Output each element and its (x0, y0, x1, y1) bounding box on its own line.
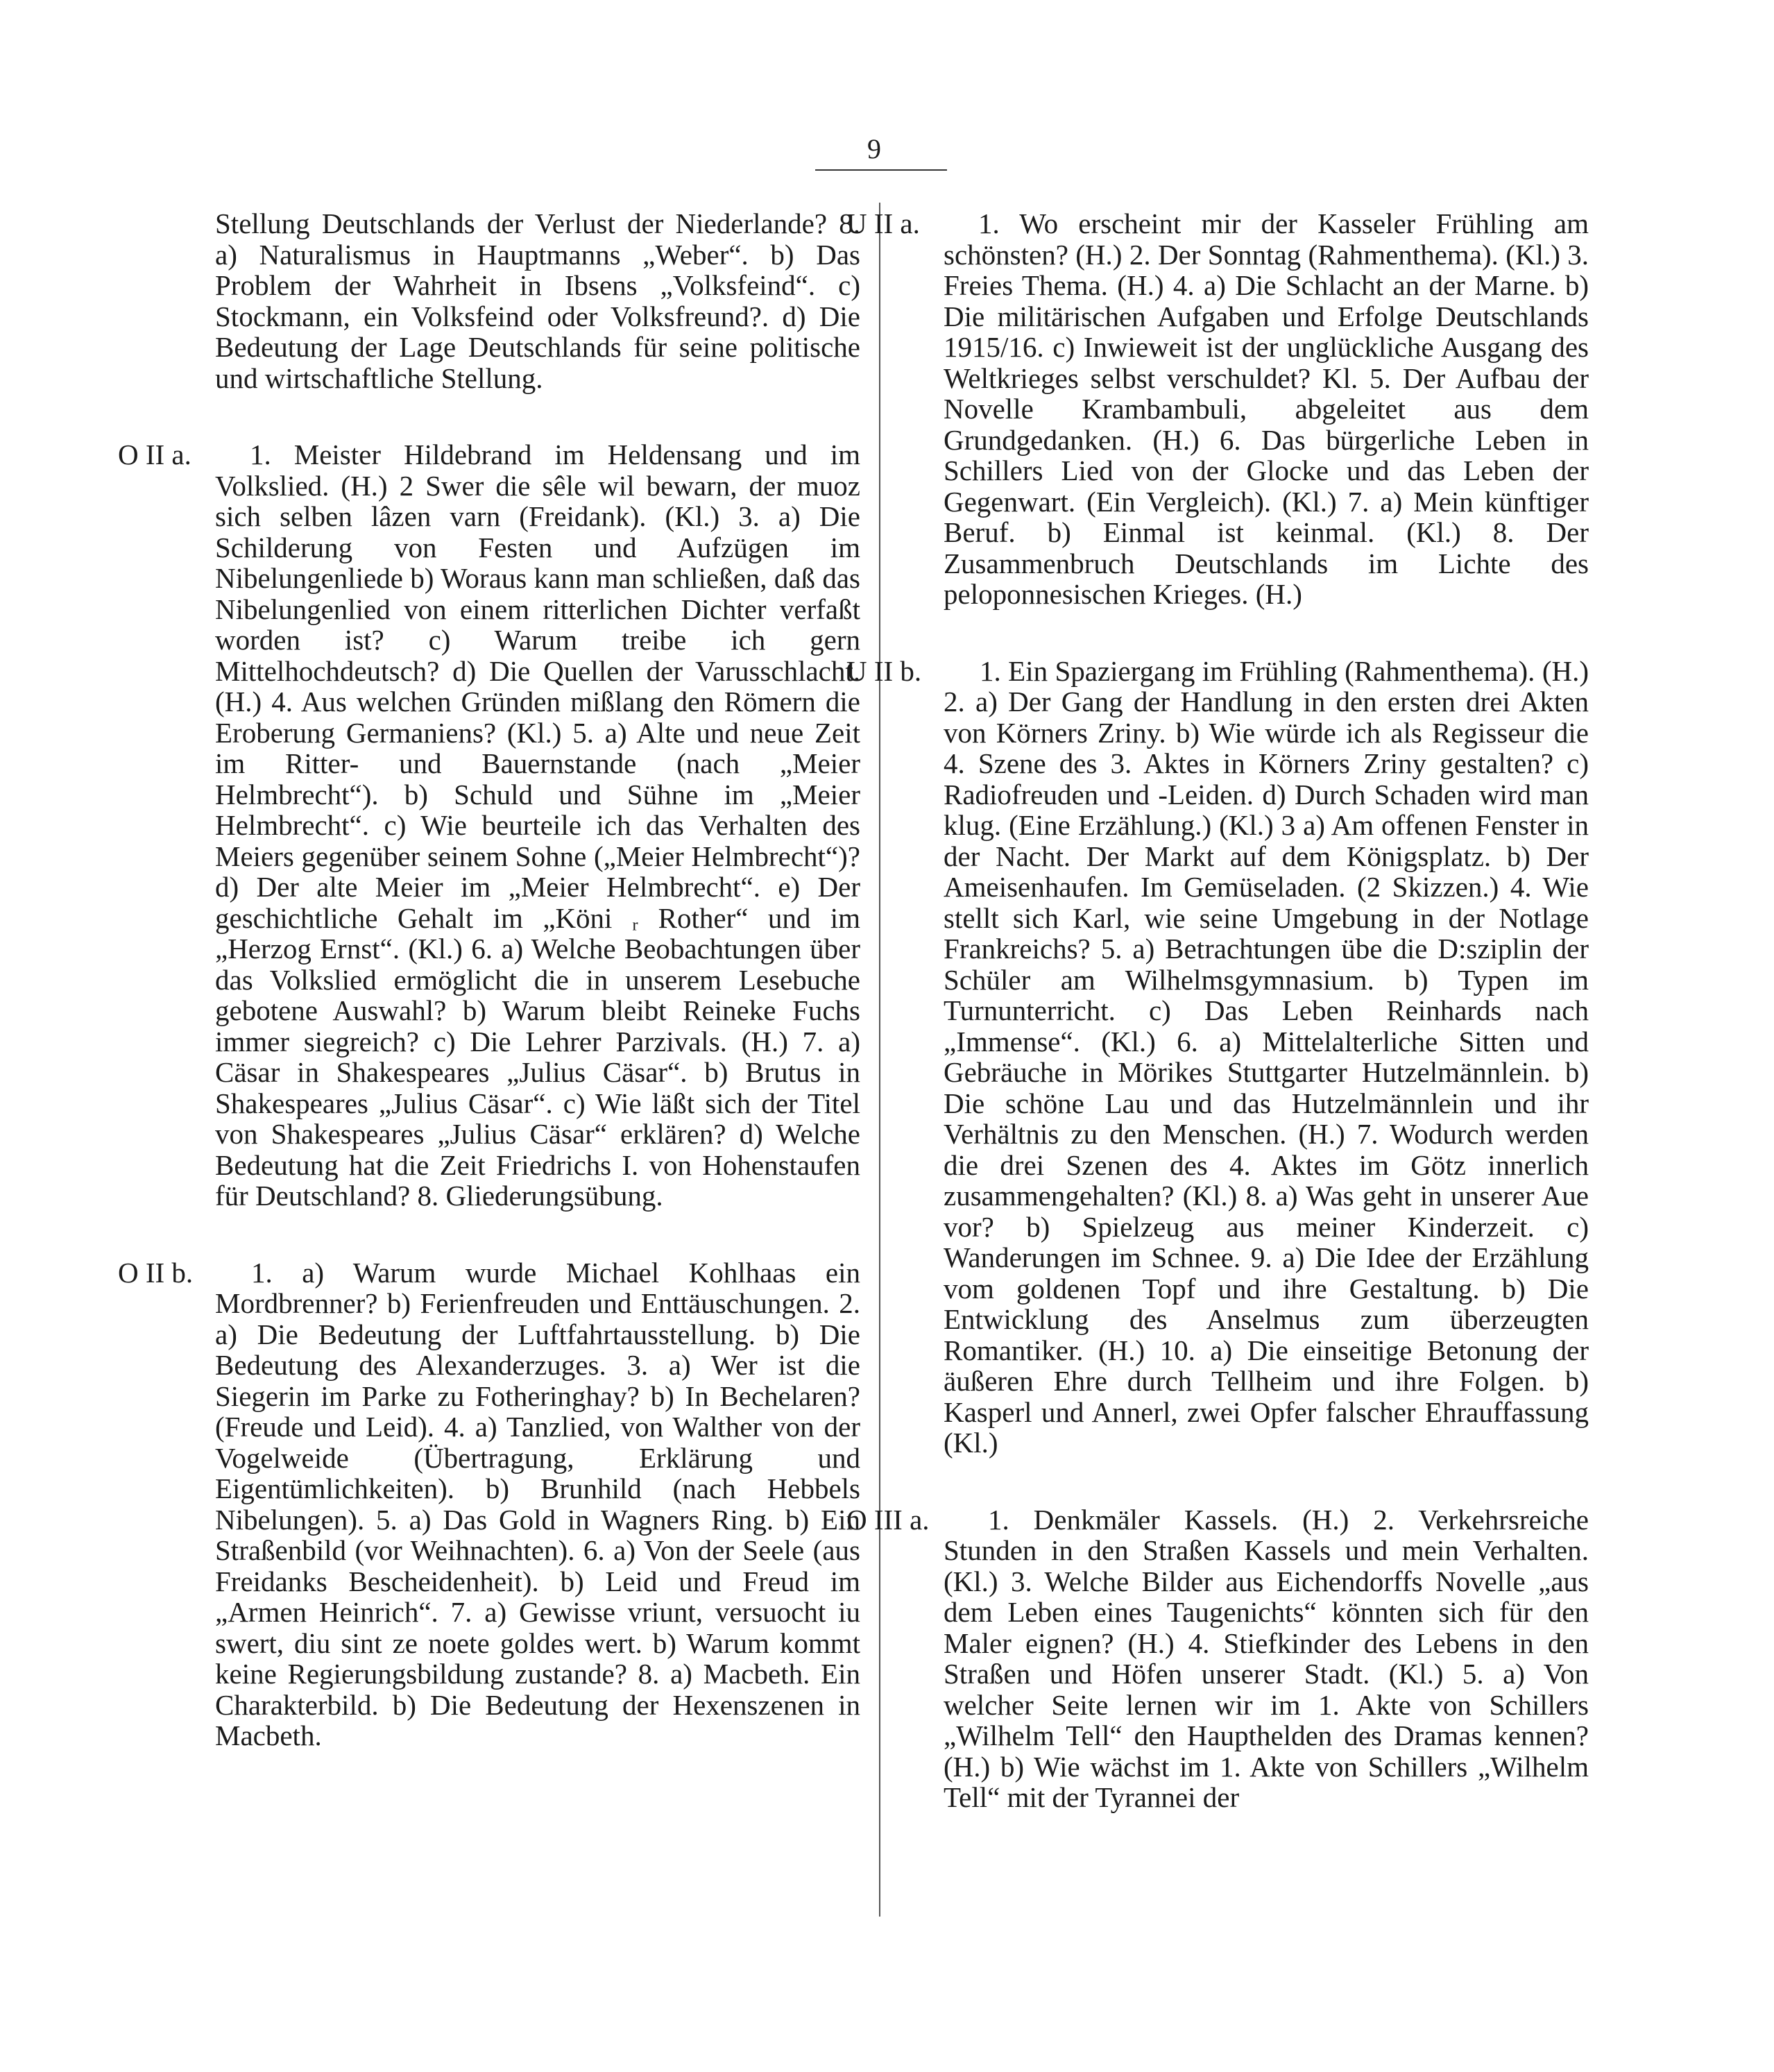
entry-text: 1. Meister Hildebrand im Heldensang und im Volkslied. (H.) 2 Swer die sêle wil bewarn, der muoz sich selben lâzen varn (Freidank). (Kl.) 3. a) Die Schilderung von Festen und Aufzügen im Nibelungenliede b) Woraus kann man schließen, daß das Nibelungenlied von einem ritterlichen Dichter verfaßt worden ist? c) Warum treibe ich gern Mittelhochdeutsch? d) Die Quellen der Varusschlacht. (H.) 4. Aus welchen Gründen mißlang den Römern die Eroberung Germaniens? (Kl.) 5. a) Alte und neue Zeit im Ritter- und Bauernstande (nach „Meier Helmbrecht“). b) Schuld und Sühne im „Meier Helmbrecht“. c) Wie beurteile ich das Verhalten des Meiers gegenüber seinem Sohne („Meier Helmbrecht“)? d) Der alte Meier im „Meier Helmbrecht“. e) Der geschichtliche Gehalt im „Köni ᵣ Rother“ und im „Herzog Ernst“. (Kl.) 6. a) Welche Beobachtungen über das Volkslied ermöglicht die in unserem Lesebuche gebotene Auswahl? b) Warum bleibt Reineke Fuchs immer siegreich? c) Die Lehrer Parzivals. (H.) 7. a) Cäsar in Shakespeares „Julius Cäsar“. b) Brutus in Shakespeares „Julius Cäsar“. c) Wie läßt sich der Titel von Shakespeares „Julius Cäsar“ erklären? d) Welche Bedeutung hat die Zeit Friedrichs I. von Hohenstaufen für Deutschland? 8. Gliederungsübung. (215, 439, 860, 1212)
entry-text: Stellung Deutschlands der Verlust der Niederlande? 8. a) Naturalismus in Hauptmanns „Weber“. b) Das Problem der Wahrheit in Ibsens „Volksfeind“. c) Stockmann, ein Volksfeind oder Volksfreund?. d) Die Bedeutung der Lage Deutschlands für seine politische und wirtschaftliche Stellung. (215, 207, 860, 394)
page-number-rule (815, 169, 947, 171)
class-label: O II a. (118, 439, 191, 470)
entry-text: 1. a) Warum wurde Michael Kohlhaas ein Mordbrenner? b) Ferienfreuden und Enttäuschungen. 2. a) Die Bedeutung der Luftfahrtausstellung. b) Die Bedeutung des Alexanderzuges. 3. a) Wer ist die Siegerin im Parke zu Fotheringhay? b) In Bechelaren? (Freude und Leid). 4. a) Tanzlied, von Walther von der Vogelweide (Übertragung, Erklärung und Eigentümlichkeiten). b) Brunhild (nach Hebbels Nibelungen). 5. a) Das Gold in Wagners Ring. b) Ein Straßenbild (vor Weihnachten). 6. a) Von der Seele (aus Freidanks Bescheidenheit). b) Leid und Freud im „Armen Heinrich“. 7. a) Gewisse vriunt, versuocht iu swert, diu sint ze noete goldes wert. b) Warum kommt keine Regierungsbildung zustande? 8. a) Macbeth. Ein Charakterbild. b) Die Bedeutung der Hexenszenen in Macbeth. (215, 1256, 860, 1751)
class-label: O III a. (846, 1503, 930, 1536)
entry-o-ii-b (118, 1256, 860, 1751)
entry-text: 1. Ein Spaziergang im Frühling (Rahmenthema). (H.) 2. a) Der Gang der Handlung in den ersten drei Akten von Körners Zriny. b) Wie würde ich als Regisseur die 4. Szene des 3. Aktes in Körners Zriny gestalten? c) Radiofreuden und -Leiden. d) Durch Schaden wird man klug. (Eine Erzählung.) (Kl.) 3 a) Am offenen Fenster in der Nacht. Der Markt auf dem Königsplatz. b) Der Ameisenhaufen. Im Gemüseladen. (2 Skizzen.) 4. Wie stellt sich Karl, wie seine Umgebung in der Notlage Frankreichs? 5. a) Betrachtungen übe die D:sziplin der Schüler am Wilhelmsgymnasium. b) Typen im Turnunterricht. c) Das Leben Reinhards nach „Immense“. (Kl.) 6. a) Mittelalterliche Sitten und Gebräuche in Mörikes Stuttgarter Hutzelmännlein. b) Die schöne Lau und das Hutzelmännlein und ihr Verhältnis zu den Menschen. (H.) 7. Wodurch werden die drei Szenen des 4. Aktes im Götz innerlich zusammengehalten? (Kl.) 8. a) Was geht in unserer Aue vor? b) Spielzeug aus meiner Kinderzeit. c) Wanderungen im Schnee. 9. a) Die Idee der Erzählung vom goldenen Topf und ihre Gestaltung. b) Die Entwicklung des Anselmus zum überzeugten Romantiker. (H.) 10. a) Die einseitige Betonung der äußeren Ehre durch Tellheim und ihre Folgen. b) Kasperl und Annerl, zwei Opfer falscher Ehrauffassung (Kl.) (944, 654, 1589, 1459)
class-label: U II b. (846, 654, 922, 687)
entry-u-ii-a (846, 207, 1589, 610)
entry-text: 1. Wo erscheint mir der Kasseler Frühling am schönsten? (H.) 2. Der Sonntag (Rahmenthema). (Kl.) 3. Freies Thema. (H.) 4. a) Die Schlacht an der Marne. b) Die militärischen Aufgaben und Erfolge Deutschlands 1915/16. c) Inwieweit ist der unglückliche Ausgang des Weltkrieges selbst verschuldet? Kl. 5. Der Aufbau der Novelle Krambambuli, abgeleitet aus dem Grundgedanken. (H.) 6. Das bürgerliche Leben in Schillers Lied von der Glocke und das Leben der Gegenwart. (Ein Vergleich). (Kl.) 7. a) Mein künftiger Beruf. b) Einmal ist keinmal. (Kl.) 8. Der Zusammenbruch Deutschlands im Lichte des peloponnesischen Krieges. (H.) (944, 207, 1589, 610)
entry-text: 1. Denkmäler Kassels. (H.) 2. Verkehrsreiche Stunden in den Straßen Kassels und mein Verhalten. (Kl.) 3. Welche Bilder aus Eichendorffs Novelle „aus dem Leben eines Taugenichts“ könnten sich für den Maler eignen? (H.) 4. Stiefkinder des Lebens in den Straßen und Höfen unserer Stadt. (Kl.) 5. a) Von welcher Seite lernen wir im 1. Akte von Schillers „Wilhelm Tell“ den Haupthelden des Dramas kennen? (H.) b) Wie wächst im 1. Akte von Schillers „Wilhelm Tell“ mit der Tyrannei der (944, 1503, 1589, 1813)
class-label: O II b. (118, 1256, 194, 1289)
entry-u-ii-b (846, 654, 1589, 1459)
class-label: U II a. (846, 207, 920, 239)
entry-o-ii-a (118, 439, 860, 1212)
column-divider (879, 203, 880, 1917)
left-column (118, 207, 860, 1797)
page-number: 9 (867, 133, 881, 164)
right-column (846, 207, 1589, 1859)
entry-continuation (167, 208, 860, 393)
entry-o-iii-a (846, 1503, 1589, 1813)
